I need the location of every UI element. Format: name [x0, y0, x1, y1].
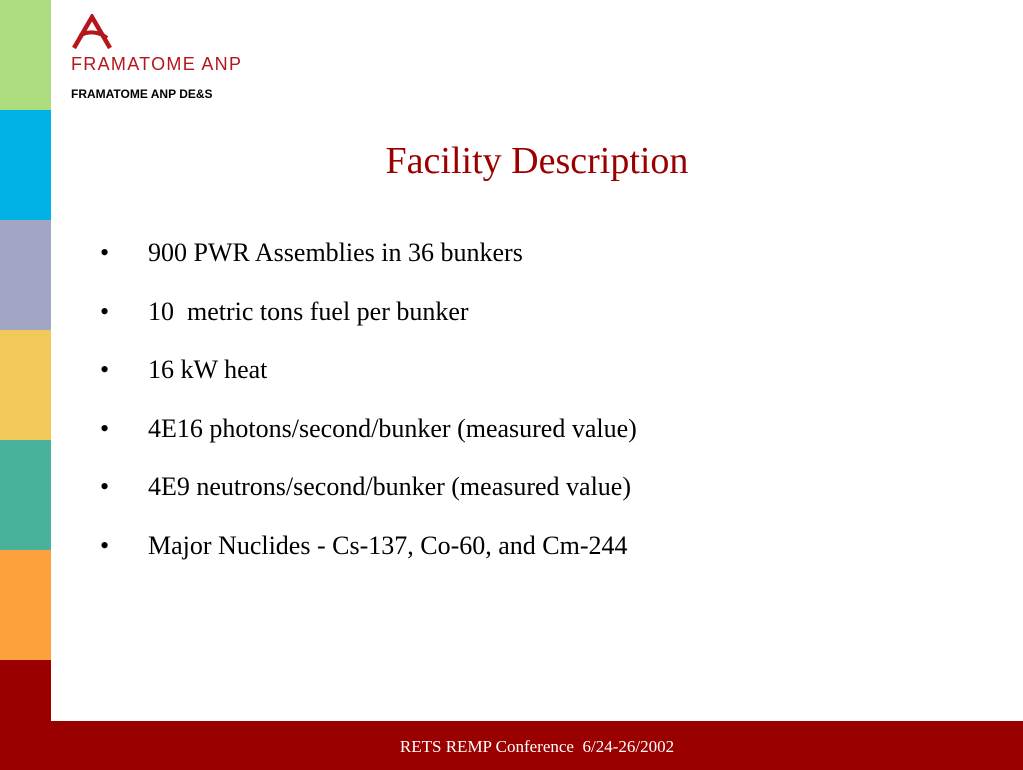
bullet-glyph: • — [100, 530, 110, 560]
bullet-item — [100, 469, 632, 528]
stripe-lavender — [0, 220, 51, 330]
framatome-logo — [71, 14, 243, 74]
bullet-text: 4E9 neutrons/second/bunker (measured value) — [148, 472, 632, 501]
stripe-teal — [0, 440, 51, 550]
bullet-glyph: • — [100, 296, 110, 326]
stripe-green — [0, 0, 51, 110]
bullet-text: 10 metric tons fuel per bunker — [148, 296, 469, 326]
stripe-orange — [0, 550, 51, 660]
bullet-glyph: • — [100, 413, 110, 443]
bullet-item — [100, 411, 637, 470]
bullet-text: 900 PWR Assemblies in 36 bunkers — [148, 238, 523, 267]
footer-text: RETS REMP Conference 6/24-26/2002 — [399, 737, 675, 756]
framatome-a-logo-icon — [71, 14, 115, 50]
bullet-item — [100, 528, 628, 587]
division-name: FRAMATOME ANP DE&S — [71, 87, 213, 101]
slide-title: Facility Description — [385, 140, 689, 182]
bullet-glyph: • — [100, 355, 110, 384]
bullet-glyph: • — [100, 472, 110, 501]
bullet-list — [100, 235, 637, 586]
bullet-text: Major Nuclides - Cs-137, Co-60, and Cm-244 — [148, 530, 628, 560]
stripe-yellow — [0, 330, 51, 440]
bullet-glyph: • — [100, 238, 110, 267]
sidebar-color-stripes — [0, 0, 51, 770]
stripe-blue — [0, 110, 51, 220]
bullet-item — [100, 235, 523, 294]
logo-wordmark: FRAMATOME ANP — [71, 54, 243, 74]
bullet-item — [100, 294, 469, 353]
bullet-item — [100, 352, 268, 411]
bullet-text: 16 kW heat — [148, 355, 268, 384]
bullet-text: 4E16 photons/second/bunker (measured value) — [148, 413, 637, 443]
